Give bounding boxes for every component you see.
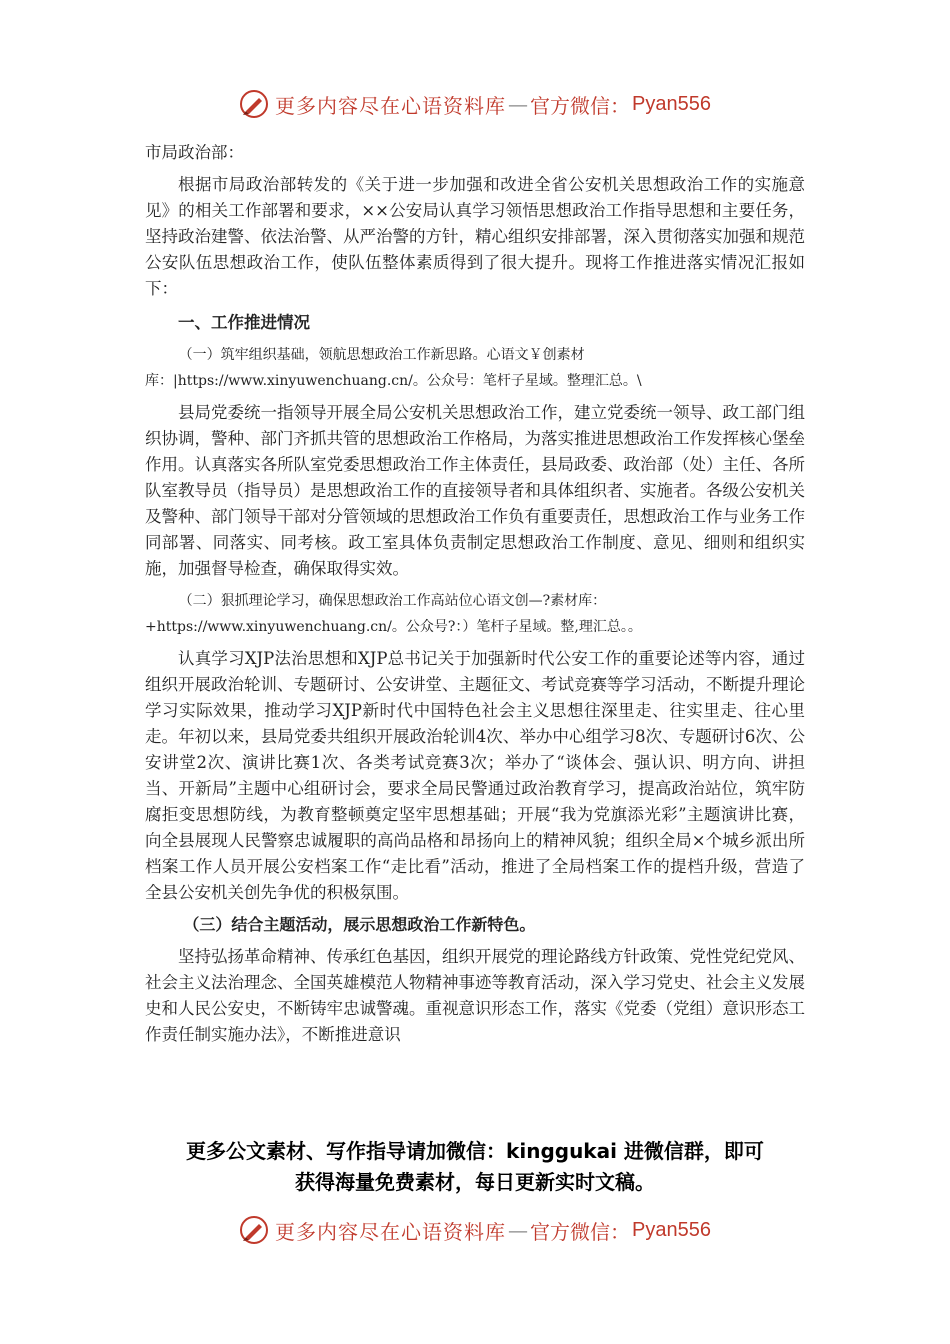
banner-official: 官方微信： xyxy=(530,93,631,118)
salutation: 市局政治部： xyxy=(145,143,244,162)
banner-dash: — xyxy=(508,92,529,116)
pen-logo-icon xyxy=(239,1215,269,1245)
footer-banner xyxy=(0,1210,950,1250)
subheading-2: （二）狠抓理论学习，确保思想政治工作高站位心语文创—?素材库：+https://www.xinyuwenchuang.cn/。公众号?：）笔杆子星域。整,理汇总。。 xyxy=(145,593,642,635)
section-heading: 一、工作推进情况 xyxy=(178,313,310,332)
intro-paragraph: 根据市局政治部转发的《关于进一步加强和改进全省公安机关思想政治工作的实施意见》的相关工作部署和要求，××公安局认真学习领悟思想政治工作指导思想和主要任务，坚持政治建警、依法治警、从严治警的方针，精心组织安排部署，深入贯彻落实加强和规范公安队伍思想政治工作，使队伍整体素质得到了很大提升。现将工作推进落实情况汇报如下： xyxy=(145,175,805,298)
paragraph-2: 认真学习XJP法治思想和XJP总书记关于加强新时代公安工作的重要论述等内容，通过组织开展政治轮训、专题研讨、公安讲堂、主题征文、考试竞赛等学习活动，不断提升理论学习实际效果，推动学习XJP新时代中国特色社会主义思想往深里走、往实里走、往心里走。年初以来，县局党委共组织开展政治轮训4次、举办中心组学习8次、专题研讨6次、公安讲堂2次、演讲比赛1次、各类考试竞赛3次；举办了“谈体会、强认识、明方向、讲担当、开新局”主题中心组研讨会，要求全局民警通过政治教育学习，提高政治站位，筑牢防腐拒变思想防线，为教育整顿奠定坚牢思想基础；开展“我为党旗添光彩”主题演讲比赛，向全县展现人民警察忠诚履职的高尚品格和昂扬向上的精神风貌；组织全局×个城乡派出所档案工作人员开展公安档案工作“走比看”活动，推进了全局档案工作的提档升级，营造了全县公安机关创先争优的积极氛围。 xyxy=(145,649,805,902)
promo-line-2: 获得海量免费素材，每日更新实时文稿。 xyxy=(295,1170,655,1194)
banner-wechat-id: Pyan556 xyxy=(632,92,711,115)
document-body xyxy=(145,140,805,1048)
promo-line-1: 更多公文素材、写作指导请加微信：kinggukai 进微信群，即可 xyxy=(186,1139,764,1163)
subheading-1: （一）筑牢组织基础，领航思想政治工作新思路。心语文￥创素材库：|https://www.xinyuwenchuang.cn/。公众号：笔杆子星域。整理汇总。\ xyxy=(145,347,642,389)
paragraph-3: 坚持弘扬革命精神、传承红色基因，组织开展党的理论路线方针政策、党性党纪党风、社会主义法治理念、全国英雄模范人物精神事迹等教育活动，深入学习党史、社会主义发展史和人民公安史，不断铸牢忠诚警魂。重视意识形态工作，落实《党委（党组）意识形态工作责任制实施办法》，不断推进意识 xyxy=(145,947,805,1044)
banner-wechat-id: Pyan556 xyxy=(632,1218,711,1241)
banner-dash: — xyxy=(508,1218,529,1242)
promo-notice xyxy=(0,1136,950,1198)
subheading-3: （三）结合主题活动，展示思想政治工作新特色。 xyxy=(183,915,536,934)
banner-text: 更多内容尽在心语资料库 xyxy=(275,1219,507,1244)
header-banner xyxy=(0,84,950,124)
pen-logo-icon xyxy=(239,89,269,119)
banner-text: 更多内容尽在心语资料库 xyxy=(275,93,507,118)
banner-official: 官方微信： xyxy=(530,1219,631,1244)
paragraph-1: 县局党委统一指领导开展全局公安机关思想政治工作，建立党委统一领导、政工部门组织协调，警种、部门齐抓共管的思想政治工作格局，为落实推进思想政治工作发挥核心堡垒作用。认真落实各所队室党委思想政治工作主体责任，县局政委、政治部（处）主任、各所队室教导员（指导员）是思想政治工作的直接领导者和具体组织者、实施者。各级公安机关及警种、部门领导干部对分管领域的思想政治工作负有重要责任，思想政治工作与业务工作同部署、同落实、同考核。政工室具体负责制定思想政治工作制度、意见、细则和组织实施，加强督导检查，确保取得实效。 xyxy=(145,403,805,578)
